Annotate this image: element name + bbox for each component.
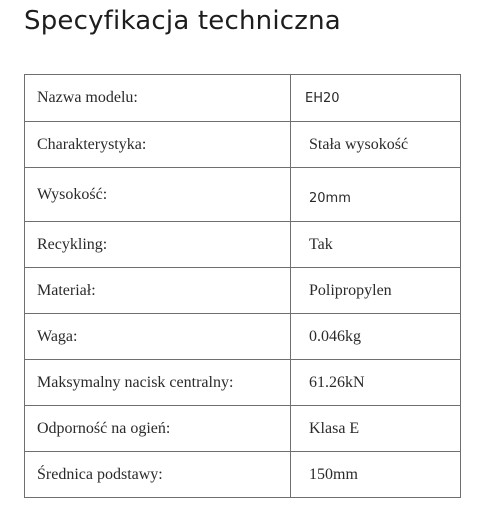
table-row <box>25 314 461 360</box>
spec-label: Materiał: <box>25 268 291 314</box>
spec-label: Recykling: <box>25 222 291 268</box>
spec-value: Tak <box>291 222 461 268</box>
spec-label: Wysokość: <box>25 168 291 222</box>
table-row <box>25 268 461 314</box>
spec-table <box>24 74 461 498</box>
table-row <box>25 360 461 406</box>
spec-label: Odporność na ogień: <box>25 406 291 452</box>
spec-label: Waga: <box>25 314 291 360</box>
spec-label: Maksymalny nacisk centralny: <box>25 360 291 406</box>
spec-value: 61.26kN <box>291 360 461 406</box>
spec-value: EH20 <box>291 75 461 122</box>
table-row <box>25 452 461 498</box>
spec-value: Polipropylen <box>291 268 461 314</box>
spec-value: Klasa E <box>291 406 461 452</box>
spec-label: Nazwa modelu: <box>25 75 291 122</box>
page-title: Specyfikacja techniczna <box>24 6 341 36</box>
spec-label: Charakterystyka: <box>25 122 291 168</box>
table-row <box>25 122 461 168</box>
spec-value: 0.046kg <box>291 314 461 360</box>
table-row <box>25 168 461 222</box>
spec-value: 150mm <box>291 452 461 498</box>
spec-label: Średnica podstawy: <box>25 452 291 498</box>
spec-value: Stała wysokość <box>291 122 461 168</box>
table-row <box>25 222 461 268</box>
table-row <box>25 406 461 452</box>
table-row <box>25 75 461 122</box>
spec-value: 20mm <box>291 168 461 222</box>
